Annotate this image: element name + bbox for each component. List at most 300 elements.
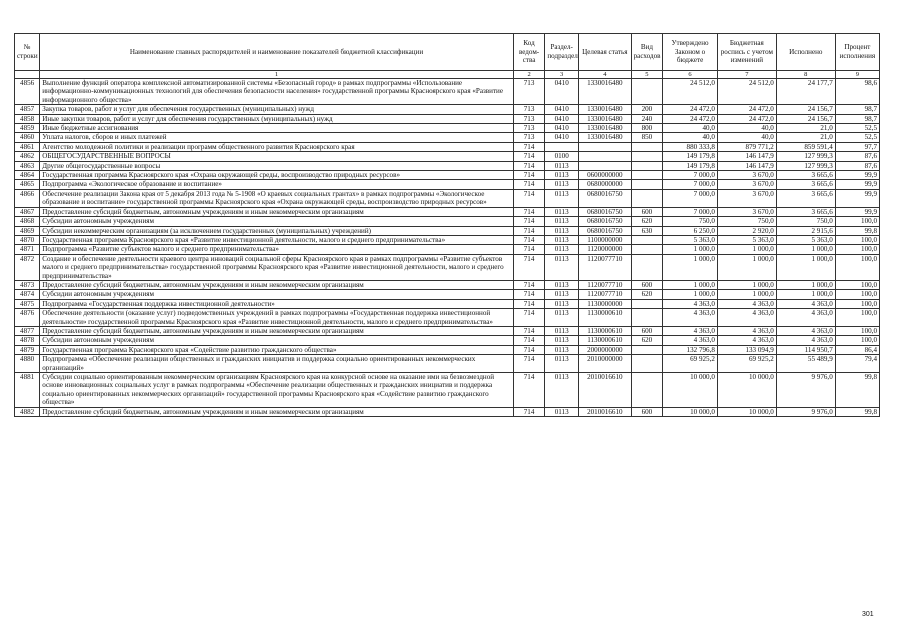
expense-type: 850: [631, 133, 663, 142]
dept-code: 714: [513, 152, 545, 161]
expense-type: [631, 345, 663, 354]
target-code: 2010000000: [579, 355, 632, 373]
column-index: 7: [717, 71, 776, 79]
schedule-amount: 3 670,0: [717, 180, 776, 189]
executed-amount: 5 363,0: [776, 235, 835, 244]
table-row: [15, 309, 880, 327]
schedule-amount: 3 670,0: [717, 171, 776, 180]
dept-code: 714: [513, 207, 545, 216]
row-name: Субсидии некоммерческим организациям (за исключением государственных (муниципальных) учреждений): [40, 226, 514, 235]
percent-value: 100,0: [835, 290, 879, 299]
dept-code: 714: [513, 326, 545, 335]
executed-amount: 1 000,0: [776, 254, 835, 280]
row-number: 4864: [15, 171, 40, 180]
dept-code: 714: [513, 189, 545, 207]
row-name: Предоставление субсидий бюджетным, автономным учреждениям и иным некоммерческим организациям: [40, 326, 514, 335]
executed-amount: 3 665,6: [776, 207, 835, 216]
col-header-code: Код ведом-ства: [513, 34, 545, 71]
approved-amount: 40,0: [663, 133, 718, 142]
percent-value: 99,9: [835, 189, 879, 207]
expense-type: [631, 245, 663, 254]
table-row: [15, 105, 880, 114]
table-row: [15, 152, 880, 161]
approved-amount: 10 000,0: [663, 373, 718, 408]
executed-amount: 2 915,6: [776, 226, 835, 235]
executed-amount: 1 000,0: [776, 245, 835, 254]
dept-code: 714: [513, 235, 545, 244]
col-header-name: Наименование главных распорядителей и наименование показателей бюджетной классификации: [40, 34, 514, 71]
row-number: 4882: [15, 407, 40, 416]
percent-value: 99,9: [835, 171, 879, 180]
section-code: 0410: [545, 79, 579, 105]
schedule-amount: 40,0: [717, 133, 776, 142]
column-index: 1: [40, 71, 514, 79]
approved-amount: 7 000,0: [663, 189, 718, 207]
expense-type: [631, 171, 663, 180]
approved-amount: 69 925,2: [663, 355, 718, 373]
row-name: Подпрограмма «Государственная поддержка инвестиционной деятельности»: [40, 299, 514, 308]
executed-amount: 9 976,0: [776, 373, 835, 408]
row-name: Подпрограмма «Развитие субъектов малого и среднего предпринимательства»: [40, 245, 514, 254]
col-header-section: Раздел-подраздел: [545, 34, 579, 71]
percent-value: 100,0: [835, 254, 879, 280]
section-code: 0113: [545, 299, 579, 308]
target-code: 1330016480: [579, 114, 632, 123]
executed-amount: 24 156,7: [776, 105, 835, 114]
row-number: 4877: [15, 326, 40, 335]
executed-amount: 3 665,6: [776, 180, 835, 189]
section-code: 0410: [545, 105, 579, 114]
percent-value: 100,0: [835, 299, 879, 308]
approved-amount: 880 333,8: [663, 142, 718, 151]
percent-value: 99,8: [835, 226, 879, 235]
section-code: 0113: [545, 180, 579, 189]
approved-amount: 4 363,0: [663, 326, 718, 335]
column-index-row: [15, 71, 880, 79]
schedule-amount: 3 670,0: [717, 207, 776, 216]
col-header-num: № строки: [15, 34, 40, 71]
dept-code: 713: [513, 133, 545, 142]
dept-code: 714: [513, 142, 545, 151]
row-name: Агентство молодежной политики и реализации программ общественного развития Красноярского края: [40, 142, 514, 151]
approved-amount: 1 000,0: [663, 280, 718, 289]
section-code: 0113: [545, 254, 579, 280]
dept-code: 714: [513, 355, 545, 373]
percent-value: 98,7: [835, 114, 879, 123]
executed-amount: 859 591,4: [776, 142, 835, 151]
expense-type: 620: [631, 290, 663, 299]
col-header-type: Вид расходов: [631, 34, 663, 71]
column-index: 2: [513, 71, 545, 79]
col-header-schedule: Бюджетная роспись с учетом изменений: [717, 34, 776, 71]
row-number: 4872: [15, 254, 40, 280]
row-name: Предоставление субсидий бюджетным, автономным учреждениям и иным некоммерческим организациям: [40, 207, 514, 216]
dept-code: 714: [513, 309, 545, 327]
table-row: [15, 180, 880, 189]
executed-amount: 127 999,3: [776, 161, 835, 170]
target-code: 1120077710: [579, 280, 632, 289]
schedule-amount: 4 363,0: [717, 299, 776, 308]
dept-code: 714: [513, 336, 545, 345]
section-code: 0113: [545, 207, 579, 216]
dept-code: 714: [513, 245, 545, 254]
section-code: 0113: [545, 407, 579, 416]
dept-code: 713: [513, 114, 545, 123]
table-row: [15, 161, 880, 170]
row-number: 4878: [15, 336, 40, 345]
target-code: 2010016610: [579, 407, 632, 416]
schedule-amount: 133 094,9: [717, 345, 776, 354]
section-code: 0410: [545, 114, 579, 123]
target-code: 1120077710: [579, 254, 632, 280]
approved-amount: 24 472,0: [663, 105, 718, 114]
target-code: 1330016480: [579, 79, 632, 105]
executed-amount: 24 156,7: [776, 114, 835, 123]
expense-type: [631, 373, 663, 408]
table-row: [15, 355, 880, 373]
dept-code: 714: [513, 254, 545, 280]
percent-value: 87,6: [835, 152, 879, 161]
row-number: 4860: [15, 133, 40, 142]
row-name: Предоставление субсидий бюджетным, автономным учреждениям и иным некоммерческим организациям: [40, 407, 514, 416]
row-number: 4869: [15, 226, 40, 235]
row-name: Подпрограмма «Экологическое образование и воспитание»: [40, 180, 514, 189]
dept-code: 713: [513, 105, 545, 114]
expense-type: [631, 309, 663, 327]
table-row: [15, 171, 880, 180]
executed-amount: 4 363,0: [776, 326, 835, 335]
approved-amount: 40,0: [663, 124, 718, 133]
expense-type: [631, 355, 663, 373]
percent-value: 52,5: [835, 124, 879, 133]
executed-amount: 4 363,0: [776, 299, 835, 308]
dept-code: 714: [513, 226, 545, 235]
col-header-target: Целевая статья: [579, 34, 632, 71]
row-number: 4859: [15, 124, 40, 133]
row-name: Обеспечение деятельности (оказание услуг) подведомственных учреждений в рамках подпрограммы «Государственная поддержка инвестиционной деятельности» государственной программы Красноярского края «Развитие инвестиционной деятельности, малого и среднего предпринимательства»: [40, 309, 514, 327]
target-code: 0680016750: [579, 217, 632, 226]
percent-value: 99,9: [835, 207, 879, 216]
table-row: [15, 226, 880, 235]
row-name: Субсидии автономным учреждениям: [40, 290, 514, 299]
row-number: 4856: [15, 79, 40, 105]
approved-amount: 149 179,8: [663, 152, 718, 161]
executed-amount: 21,0: [776, 133, 835, 142]
row-name: Выполнение функций оператора комплексной автоматизированной системы «Безопасный город» в рамках подпрограммы «Использование информационно-коммуникационных технологий для обеспечения безопасности населения» государственной программы Красноярского края «Развитие информационного общества»: [40, 79, 514, 105]
row-number: 4880: [15, 355, 40, 373]
executed-amount: 24 177,7: [776, 79, 835, 105]
expense-type: [631, 180, 663, 189]
table-row: [15, 142, 880, 151]
dept-code: 713: [513, 124, 545, 133]
table-row: [15, 280, 880, 289]
schedule-amount: 1 000,0: [717, 290, 776, 299]
approved-amount: 1 000,0: [663, 290, 718, 299]
expense-type: [631, 79, 663, 105]
section-code: [545, 142, 579, 151]
row-name: Создание и обеспечение деятельности краевого центра инноваций социальной сферы Красноярского края в рамках подпрограммы «Развитие субъектов малого и среднего предпринимательства» государственной программы Красноярского края «Развитие инвестиционной деятельности, малого и среднего предпринимательства»: [40, 254, 514, 280]
row-number: 4881: [15, 373, 40, 408]
header-row: [15, 34, 880, 71]
section-code: 0410: [545, 133, 579, 142]
target-code: 1120000000: [579, 245, 632, 254]
schedule-amount: 69 925,2: [717, 355, 776, 373]
section-code: 0113: [545, 235, 579, 244]
page-number: 301: [862, 611, 874, 618]
executed-amount: 1 000,0: [776, 280, 835, 289]
table-row: [15, 290, 880, 299]
column-index: [15, 71, 40, 79]
schedule-amount: 4 363,0: [717, 309, 776, 327]
approved-amount: 7 000,0: [663, 180, 718, 189]
expense-type: 620: [631, 336, 663, 345]
schedule-amount: 10 000,0: [717, 407, 776, 416]
row-name: Предоставление субсидий бюджетным, автономным учреждениям и иным некоммерческим организациям: [40, 280, 514, 289]
section-code: 0113: [545, 326, 579, 335]
expense-type: [631, 254, 663, 280]
dept-code: 714: [513, 280, 545, 289]
section-code: 0113: [545, 355, 579, 373]
expense-type: [631, 299, 663, 308]
row-name: Государственная программа Красноярского края «Содействие развитию гражданского общества»: [40, 345, 514, 354]
row-name: Государственная программа Красноярского края «Охрана окружающей среды, воспроизводство природных ресурсов»: [40, 171, 514, 180]
executed-amount: 55 489,9: [776, 355, 835, 373]
target-code: [579, 152, 632, 161]
expense-type: 620: [631, 217, 663, 226]
table-row: [15, 407, 880, 416]
table-row: [15, 217, 880, 226]
target-code: 1120077710: [579, 290, 632, 299]
row-name: Государственная программа Красноярского края «Развитие инвестиционной деятельности, малого и среднего предпринимательства»: [40, 235, 514, 244]
executed-amount: 4 363,0: [776, 336, 835, 345]
percent-value: 86,4: [835, 345, 879, 354]
approved-amount: 5 363,0: [663, 235, 718, 244]
approved-amount: 6 250,0: [663, 226, 718, 235]
dept-code: 714: [513, 180, 545, 189]
target-code: [579, 161, 632, 170]
target-code: 1330016480: [579, 133, 632, 142]
dept-code: 714: [513, 161, 545, 170]
target-code: 1130000610: [579, 326, 632, 335]
row-number: 4876: [15, 309, 40, 327]
row-number: 4868: [15, 217, 40, 226]
schedule-amount: 1 000,0: [717, 254, 776, 280]
schedule-amount: 1 000,0: [717, 280, 776, 289]
section-code: 0113: [545, 217, 579, 226]
target-code: 1330016480: [579, 105, 632, 114]
approved-amount: 1 000,0: [663, 245, 718, 254]
dept-code: 713: [513, 79, 545, 105]
section-code: 0113: [545, 226, 579, 235]
section-code: 0113: [545, 171, 579, 180]
dept-code: 714: [513, 217, 545, 226]
table-row: [15, 114, 880, 123]
percent-value: 87,6: [835, 161, 879, 170]
target-code: [579, 142, 632, 151]
executed-amount: 3 665,6: [776, 171, 835, 180]
executed-amount: 21,0: [776, 124, 835, 133]
row-number: 4870: [15, 235, 40, 244]
executed-amount: 1 000,0: [776, 290, 835, 299]
row-number: 4857: [15, 105, 40, 114]
row-number: 4879: [15, 345, 40, 354]
table-row: [15, 124, 880, 133]
table-row: [15, 336, 880, 345]
row-number: 4873: [15, 280, 40, 289]
percent-value: 97,7: [835, 142, 879, 151]
expense-type: 600: [631, 207, 663, 216]
schedule-amount: 24 512,0: [717, 79, 776, 105]
table-body: [15, 79, 880, 417]
percent-value: 99,9: [835, 180, 879, 189]
row-number: 4863: [15, 161, 40, 170]
approved-amount: 4 363,0: [663, 309, 718, 327]
target-code: 0680016750: [579, 226, 632, 235]
approved-amount: 7 000,0: [663, 171, 718, 180]
row-number: 4861: [15, 142, 40, 151]
target-code: 1130000610: [579, 336, 632, 345]
row-number: 4871: [15, 245, 40, 254]
row-name: Закупка товаров, работ и услуг для обеспечения государственных (муниципальных) нужд: [40, 105, 514, 114]
percent-value: 98,6: [835, 79, 879, 105]
target-code: 1100000000: [579, 235, 632, 244]
row-name: Иные закупки товаров, работ и услуг для обеспечения государственных (муниципальных) нужд: [40, 114, 514, 123]
expense-type: [631, 189, 663, 207]
target-code: 1330016480: [579, 124, 632, 133]
expense-type: 200: [631, 105, 663, 114]
table-row: [15, 79, 880, 105]
row-number: 4866: [15, 189, 40, 207]
executed-amount: 114 950,7: [776, 345, 835, 354]
row-number: 4865: [15, 180, 40, 189]
expense-type: 600: [631, 326, 663, 335]
percent-value: 100,0: [835, 309, 879, 327]
expense-type: [631, 235, 663, 244]
expense-type: 240: [631, 114, 663, 123]
column-index: 6: [663, 71, 718, 79]
schedule-amount: 146 147,9: [717, 161, 776, 170]
row-name: Подпрограмма «Обеспечение реализации общественных и гражданских инициатив и поддержка социально ориентированных некоммерческих организаций»: [40, 355, 514, 373]
target-code: 2010016610: [579, 373, 632, 408]
schedule-amount: 5 363,0: [717, 235, 776, 244]
expense-type: 600: [631, 280, 663, 289]
row-name: Иные бюджетные ассигнования: [40, 124, 514, 133]
row-number: 4875: [15, 299, 40, 308]
row-name: ОБЩЕГОСУДАРСТВЕННЫЕ ВОПРОСЫ: [40, 152, 514, 161]
dept-code: 714: [513, 407, 545, 416]
approved-amount: 149 179,8: [663, 161, 718, 170]
section-code: 0100: [545, 152, 579, 161]
percent-value: 79,4: [835, 355, 879, 373]
expense-type: 630: [631, 226, 663, 235]
schedule-amount: 879 771,2: [717, 142, 776, 151]
target-code: 0680016750: [579, 189, 632, 207]
expense-type: [631, 142, 663, 151]
schedule-amount: 1 000,0: [717, 245, 776, 254]
row-number: 4867: [15, 207, 40, 216]
row-number: 4862: [15, 152, 40, 161]
approved-amount: 1 000,0: [663, 254, 718, 280]
schedule-amount: 3 670,0: [717, 189, 776, 207]
approved-amount: 750,0: [663, 217, 718, 226]
approved-amount: 24 512,0: [663, 79, 718, 105]
target-code: 0600000000: [579, 171, 632, 180]
row-name: Субсидии социально ориентированным некоммерческим организациям Красноярского края на конкурсной основе на оказание ими на безвозмездной основе инновационных социальных услуг в рамках подпрограммы «Обеспечение реализации общественных и гражданских инициатив и поддержка социально ориентированных некоммерческих организаций» государственной программы Красноярского края «Содействие развитию гражданского общества»: [40, 373, 514, 408]
approved-amount: 4 363,0: [663, 299, 718, 308]
percent-value: 100,0: [835, 235, 879, 244]
table-row: [15, 254, 880, 280]
col-header-percent: Процент исполнения: [835, 34, 879, 71]
dept-code: 714: [513, 290, 545, 299]
executed-amount: 750,0: [776, 217, 835, 226]
section-code: 0113: [545, 245, 579, 254]
column-index: 3: [545, 71, 579, 79]
percent-value: 100,0: [835, 245, 879, 254]
expense-type: 800: [631, 124, 663, 133]
executed-amount: 4 363,0: [776, 309, 835, 327]
dept-code: 714: [513, 299, 545, 308]
schedule-amount: 4 363,0: [717, 336, 776, 345]
target-code: 0680000000: [579, 180, 632, 189]
section-code: 0113: [545, 161, 579, 170]
percent-value: 100,0: [835, 326, 879, 335]
row-name: Субсидии автономным учреждениям: [40, 336, 514, 345]
schedule-amount: 10 000,0: [717, 373, 776, 408]
approved-amount: 24 472,0: [663, 114, 718, 123]
column-index: 8: [776, 71, 835, 79]
table-row: [15, 299, 880, 308]
expense-type: [631, 152, 663, 161]
section-code: 0113: [545, 309, 579, 327]
schedule-amount: 750,0: [717, 217, 776, 226]
row-number: 4858: [15, 114, 40, 123]
col-header-approved: Утверждено Законом о бюджете: [663, 34, 718, 71]
schedule-amount: 146 147,9: [717, 152, 776, 161]
schedule-amount: 40,0: [717, 124, 776, 133]
percent-value: 100,0: [835, 280, 879, 289]
row-name: Уплата налогов, сборов и иных платежей: [40, 133, 514, 142]
table-row: [15, 235, 880, 244]
row-name: Обеспечение реализации Закона края от 5 декабря 2013 года № 5-1908 «О краевых социальных грантах» в рамках подпрограммы «Экологическое образование и воспитание» государственной программы Красноярского края «Охрана окружающей среды, воспроизводство природных ресурсов»: [40, 189, 514, 207]
section-code: 0113: [545, 345, 579, 354]
approved-amount: 132 796,8: [663, 345, 718, 354]
schedule-amount: 4 363,0: [717, 326, 776, 335]
executed-amount: 127 999,3: [776, 152, 835, 161]
section-code: 0113: [545, 290, 579, 299]
row-name: Субсидии автономным учреждениям: [40, 217, 514, 226]
row-number: 4874: [15, 290, 40, 299]
section-code: 0410: [545, 124, 579, 133]
target-code: 0680016750: [579, 207, 632, 216]
percent-value: 100,0: [835, 336, 879, 345]
approved-amount: 7 000,0: [663, 207, 718, 216]
percent-value: 99,8: [835, 407, 879, 416]
dept-code: 714: [513, 373, 545, 408]
schedule-amount: 2 920,0: [717, 226, 776, 235]
dept-code: 714: [513, 345, 545, 354]
executed-amount: 3 665,6: [776, 189, 835, 207]
dept-code: 714: [513, 171, 545, 180]
table-row: [15, 326, 880, 335]
percent-value: 52,5: [835, 133, 879, 142]
expense-type: [631, 161, 663, 170]
expense-type: 600: [631, 407, 663, 416]
column-index: 9: [835, 71, 879, 79]
table-row: [15, 345, 880, 354]
percent-value: 99,8: [835, 373, 879, 408]
section-code: 0113: [545, 336, 579, 345]
table-row: [15, 189, 880, 207]
